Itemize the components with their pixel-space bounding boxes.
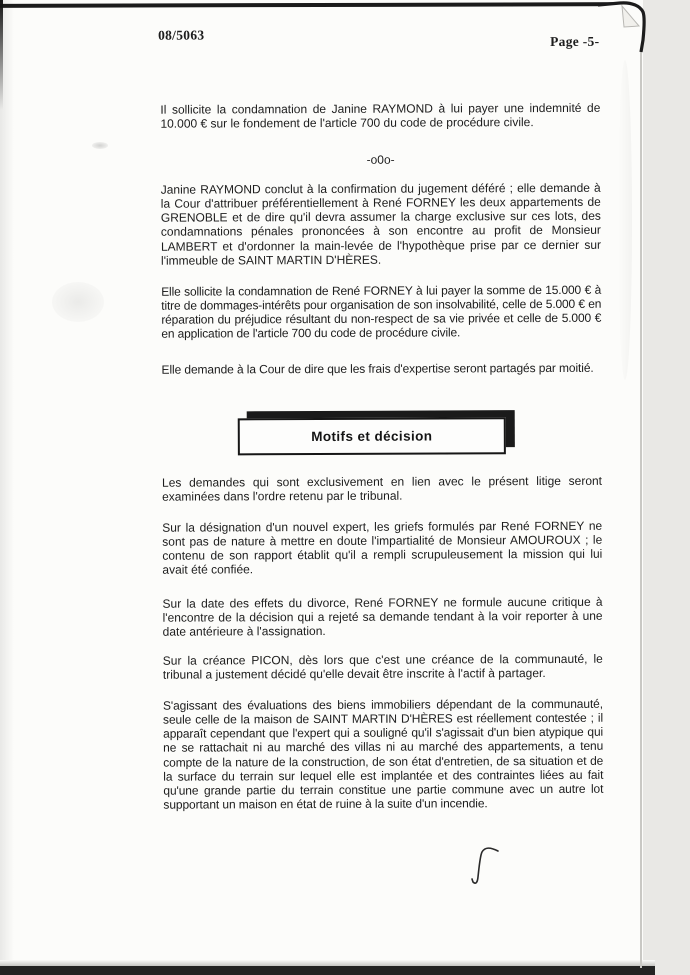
- paragraph-date-effets: Sur la date des effets du divorce, René FORNEY ne formule aucune critique à l'encontre de la décision qui a rejeté sa demande tendant à la voir reporter à une date antérieure à l'assignation.: [162, 594, 603, 640]
- section-title-box: [238, 417, 506, 455]
- paragraph-indemnite: Il sollicite la condamnation de Janine RAYMOND à lui payer une indemnité de 10.000 € sur le fondement de l'article 700 du code de procédure civile.: [160, 100, 601, 131]
- section-separator: -o0o-: [366, 152, 395, 167]
- handwritten-checkmark: [460, 844, 502, 894]
- section-title: Motifs et décision: [311, 428, 433, 445]
- paragraph-conclusions-janine: Janine RAYMOND conclut à la confirmation du jugement déféré ; elle demande à la Cour d'attribuer préférentiellement à René FORNEY les deux appartements de GRENOBLE et de dire qu'il devra assumer la charge exclusive sur ces lots, des condamnations pénales prononcées à son encontre au profit de Monsieur LAMBERT et d'ordonner la main-levée de l'hypothèque prise par ce dernier sur l'immeuble de SAINT MARTIN D'HÈRES.: [160, 180, 602, 268]
- scan-edge-left: [0, 0, 3, 110]
- paragraph-sollicite-forney: Elle sollicite la condamnation de René FORNEY à lui payer la somme de 15.000 € à titre de dommages-intérêts pour organisation de son insolvabilité, celle de 5.000 € en réparation du préjudice résultant du non-respect de sa vie privée et celle de 5.000 € en application de l'article 700 du code de procédure civile.: [161, 282, 602, 342]
- paragraph-frais-expertise: Elle demande à la Cour de dire que les frais d'expertise seront partagés par moitié.: [161, 360, 594, 377]
- paragraph-evaluations-biens: S'agissant des évaluations des biens immobiliers dépendant de la communauté, seule celle de la maison de SAINT MARTIN D'HÈRES est réellement contestée ; il apparaît cependant que l'expert qui a souligné qu'il s'agissait d'un bien atypique qui ne se rattachait ni au marché des villas ni au marché des appartements, a tenu compte de la nature de la construction, de son état d'entretien, de sa situation et de la surface du terrain sur lequel elle est implantée et des contraintes liées au fait qu'une grande partie du terrain constitue une partie commune avec un autre lot supportant un maison en état de ruine à la suite d'un incendie.: [162, 696, 604, 812]
- page-number: Page -5-: [550, 33, 600, 49]
- paragraph-creance-picon: Sur la créance PICON, dès lors que c'est une créance de la communauté, le tribunal a justement décidé qu'elle devait être inscrite à l'actif à partager.: [162, 651, 603, 682]
- paragraph-demandes-litige: Les demandes qui sont exclusivement en lien avec le présent litige seront examinées dans l'ordre retenu par le tribunal.: [161, 473, 603, 504]
- paragraph-designation-expert: Sur la désignation d'un nouvel expert, les griefs formulés par René FORNEY ne sont pas de nature à mettre en doute l'impartialité de Monsieur AMOUROUX ; le contenu de son rapport établit qu'il a rempli scrupuleusement la mission qui lui avait été confiée.: [162, 518, 603, 578]
- case-number: 08/5063: [158, 27, 205, 43]
- paper-left-shading: [0, 0, 14, 968]
- paper-right-edge: [640, 40, 642, 968]
- scan-edge-bottom: [0, 966, 655, 975]
- page-corner-fold: [598, 0, 658, 60]
